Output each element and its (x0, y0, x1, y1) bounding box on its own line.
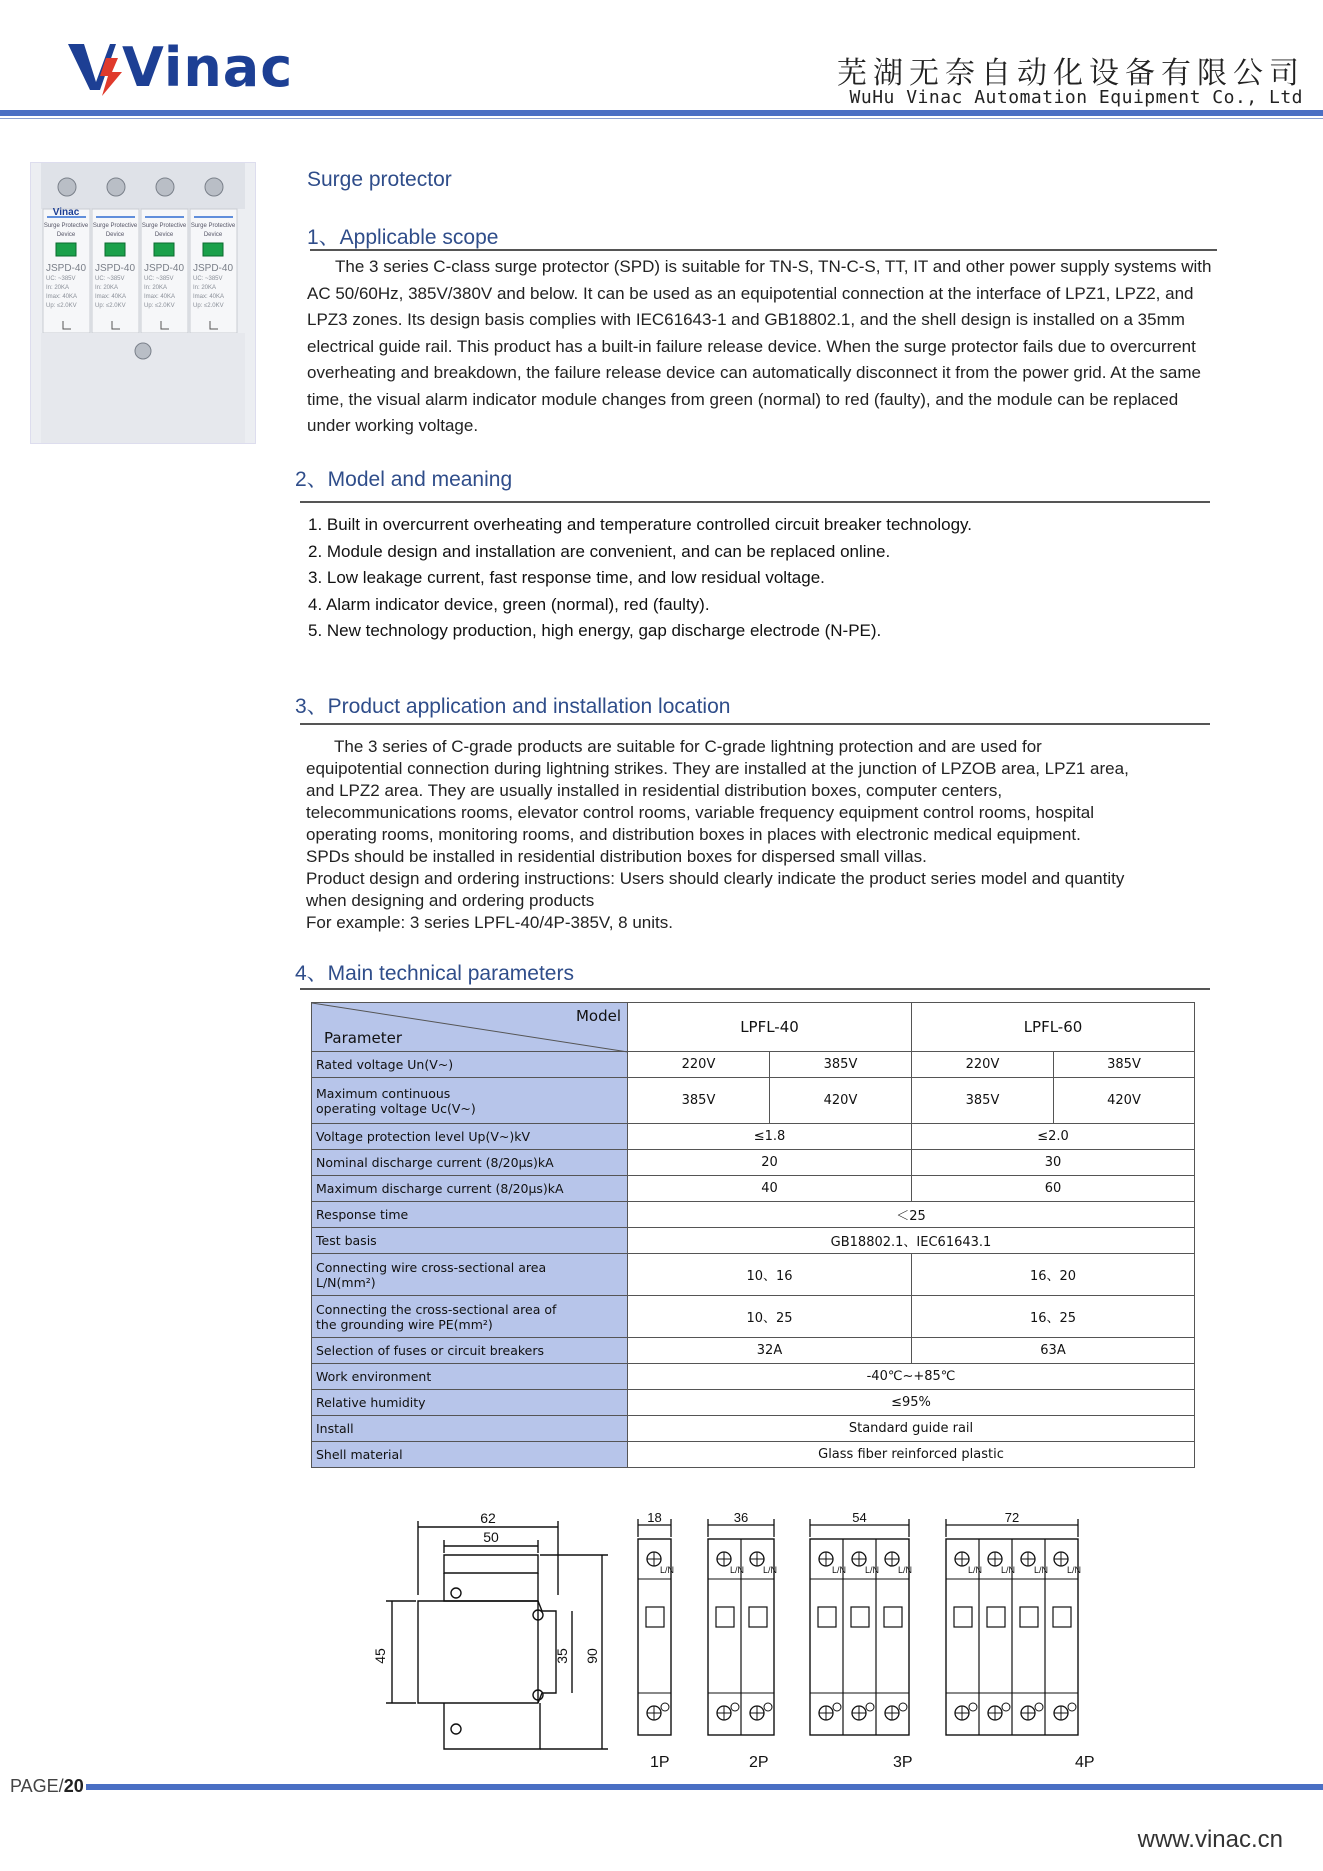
table-row (312, 1364, 1195, 1390)
body-line: SPDs should be installed in residential distribution boxes for dispersed small villas. (306, 847, 927, 866)
indicator-window (884, 1607, 902, 1627)
param-label: Rated voltage Un(V~) (312, 1052, 628, 1078)
body-line: overheating and breakdown, the failure release device can automatically disconnect it from the power grid. At the same (307, 363, 1201, 382)
page-prefix: PAGE/ (10, 1776, 64, 1796)
param-label: Voltage protection level Up(V~)kV (312, 1124, 628, 1150)
module-spec-text: Up: ≤2.0KV (193, 303, 224, 309)
module-spec-text: Imax: 40KA (144, 294, 176, 300)
header-divider (0, 118, 1323, 119)
module-label-text: Surge Protective (190, 223, 236, 229)
table-cell: ≤1.8 (628, 1124, 912, 1150)
terminal-label: L/N (865, 1565, 880, 1575)
table-cell: Glass fiber reinforced plastic (628, 1442, 1195, 1468)
table-row (312, 1052, 1195, 1078)
module-label-text: Device (154, 232, 174, 238)
body-line: For example: 3 series LPFL-40/4P-385V, 8 units. (306, 913, 673, 932)
param-label-line: the grounding wire PE(mm²) (316, 1316, 493, 1332)
list-item: 2. Module design and installation are convenient, and can be replaced online. (308, 541, 891, 561)
table-cell: GB18802.1、IEC61643.1 (628, 1228, 1195, 1254)
table-row (312, 1124, 1195, 1150)
table-cell: 16、25 (912, 1296, 1195, 1338)
ground-symbol-icon (866, 1703, 874, 1711)
table-row (312, 1254, 1195, 1296)
table-cell: 420V (1054, 1078, 1195, 1124)
pole-label-2p: 2P (749, 1754, 769, 1771)
spd-module-illustration (31, 163, 255, 443)
param-label: Shell material (312, 1442, 628, 1468)
module-spec-text: UC: ~385V (193, 276, 223, 282)
table-cell: 20 (628, 1150, 912, 1176)
section-2-title: 2、Model and meaning (295, 468, 513, 491)
company-name-en: WuHu Vinac Automation Equipment Co., Ltd (849, 87, 1303, 108)
section-1-rule (310, 249, 1217, 251)
section-4-rule (300, 988, 1210, 990)
module-model-text: JSPD-40 (143, 263, 185, 274)
ground-symbol-icon (661, 1703, 669, 1711)
table-cell: -40℃~+85℃ (628, 1364, 1195, 1390)
module-brand-text: Vinac (52, 207, 80, 218)
table-cell: 385V (628, 1078, 770, 1124)
module-spec-text: Imax: 40KA (193, 294, 225, 300)
list-item: 3. Low leakage current, fast response time, and low residual voltage. (308, 568, 825, 587)
body-line: The 3 series of C-grade products are suitable for C-grade lightning protection and are used for (306, 737, 1042, 756)
screw-terminal-icon (107, 178, 125, 196)
terminal-label: L/N (968, 1565, 983, 1575)
pole-width-label: 72 (1004, 1510, 1020, 1525)
dim-45-label: 45 (372, 1648, 388, 1664)
terminal-label: L/N (1034, 1565, 1049, 1575)
ground-symbol-icon (1068, 1703, 1076, 1711)
side-view-dimension-drawing (372, 1510, 620, 1755)
website-url: www.vinac.cn (1137, 1826, 1283, 1853)
table-cell: ＜25 (628, 1202, 1195, 1228)
table-cell: 385V (912, 1078, 1054, 1124)
module-spec-text: Imax: 40KA (46, 294, 78, 300)
param-label: Response time (312, 1202, 628, 1228)
table-row (312, 1176, 1195, 1202)
model-header-lpfl-60: LPFL-60 (912, 1003, 1195, 1052)
module-label-text: Device (203, 232, 223, 238)
table-row (312, 1416, 1195, 1442)
terminal-label: L/N (660, 1565, 675, 1575)
screw-terminal-icon (156, 178, 174, 196)
terminal-label: L/N (1067, 1565, 1082, 1575)
table-cell: 385V (770, 1052, 912, 1078)
section-4-title: 4、Main technical parameters (295, 962, 574, 985)
table-row (312, 1202, 1195, 1228)
product-photo (30, 162, 256, 444)
table-cell: 220V (912, 1052, 1054, 1078)
section-1-body (307, 254, 1267, 440)
body-line: LPZ3 zones. Its design basis complies with IEC61643-1 and GB18802.1, and the shell design is installed on a 35mm (307, 310, 1185, 329)
module-label-text: Surge Protective (43, 223, 89, 229)
param-label (312, 1078, 628, 1124)
ground-symbol-icon (731, 1703, 739, 1711)
param-label: Nominal discharge current (8/20μs)kA (312, 1150, 628, 1176)
table-cell: ≤95% (628, 1390, 1195, 1416)
section-2-rule (300, 501, 1210, 503)
dim-90-label: 90 (584, 1648, 600, 1664)
table-row (312, 1078, 1195, 1124)
body-line: when designing and ordering products (306, 891, 595, 910)
table-cell: 16、20 (912, 1254, 1195, 1296)
technical-parameters-table (311, 1002, 1195, 1468)
ground-symbol-icon (1035, 1703, 1043, 1711)
body-line: Product design and ordering instructions: Users should clearly indicate the product series model and quantity (306, 869, 1125, 888)
document-title: Surge protector (307, 168, 452, 191)
module-spec-text: Up: ≤2.0KV (95, 303, 126, 309)
terminal-label: L/N (1001, 1565, 1016, 1575)
body-line: AC 50/60Hz, 385V/380V and below. It can be used as an equipotential connection at the interface of LPZ1, LPZ2, and (307, 283, 1194, 303)
param-label (312, 1254, 628, 1296)
param-label-line: operating voltage Uc(V~) (316, 1100, 476, 1116)
ground-symbol-icon (833, 1703, 841, 1711)
pole-width-label: 18 (647, 1510, 662, 1525)
status-indicator-green (56, 243, 76, 256)
module-model-text: JSPD-40 (192, 263, 234, 274)
ground-symbol-icon (764, 1703, 772, 1711)
terminal-label: L/N (730, 1565, 745, 1575)
features-list (308, 512, 1208, 645)
terminal-label: L/N (832, 1565, 847, 1575)
module-spec-text: UC: ~385V (144, 276, 174, 282)
front-view-pole-drawings (630, 1510, 1190, 1745)
param-label: Work environment (312, 1364, 628, 1390)
table-header-row (312, 1003, 1195, 1052)
module-spec-text: UC: ~385V (95, 276, 125, 282)
param-label: Selection of fuses or circuit breakers (312, 1338, 628, 1364)
table-cell: 30 (912, 1150, 1195, 1176)
table-row (312, 1228, 1195, 1254)
indicator-window (987, 1607, 1005, 1627)
param-label-line: L/N(mm²) (316, 1274, 376, 1290)
table-cell: 32A (628, 1338, 912, 1364)
module-label-text: Surge Protective (92, 223, 138, 229)
body-line: equipotential connection during lightning strikes. They are installed at the junction of LPZOB area, LPZ1 area, (306, 759, 1129, 778)
module-spec-text: In: 20KA (95, 285, 119, 291)
body-line: operating rooms, monitoring rooms, and distribution boxes in places with electronic medical equipment. (306, 825, 1081, 844)
param-label-line: Connecting wire cross-sectional area (316, 1259, 547, 1275)
section-3-rule (300, 723, 1210, 725)
corner-parameter-label: Parameter (324, 1029, 403, 1047)
page-number (10, 1776, 84, 1797)
param-label: Install (312, 1416, 628, 1442)
ground-symbol-icon (969, 1703, 977, 1711)
table-cell: 385V (1054, 1052, 1195, 1078)
page-number-value: 20 (63, 1776, 84, 1796)
table-row (312, 1390, 1195, 1416)
ground-screw-icon (135, 343, 151, 359)
screw-terminal-icon (58, 178, 76, 196)
module-spec-text: Up: ≤2.0KV (144, 303, 175, 309)
table-row (312, 1150, 1195, 1176)
param-label-line: Connecting the cross-sectional area of (316, 1301, 557, 1317)
body-line: electrical guide rail. This product has a built-in failure release device. When the surge protector fails due to overcurrent (307, 336, 1196, 356)
model-header-lpfl-40: LPFL-40 (628, 1003, 912, 1052)
table-cell: 10、25 (628, 1296, 912, 1338)
ground-symbol-icon (1002, 1703, 1010, 1711)
table-row (312, 1296, 1195, 1338)
dim-35-label: 35 (554, 1648, 570, 1664)
section-3-body (306, 736, 1246, 934)
indicator-window (818, 1607, 836, 1627)
module-model-text: JSPD-40 (94, 263, 136, 274)
table-cell: 60 (912, 1176, 1195, 1202)
param-label: Relative humidity (312, 1390, 628, 1416)
pole-width-label: 54 (852, 1510, 867, 1525)
footer-bar (86, 1784, 1323, 1790)
table-cell: 420V (770, 1078, 912, 1124)
param-label-line: Maximum continuous (316, 1085, 451, 1101)
body-line: telecommunications rooms, elevator control rooms, variable frequency equipment control rooms, hospital (306, 803, 1095, 822)
body-line: time, the visual alarm indicator module changes from green (normal) to red (faulty), and the module can be replaced (307, 389, 1179, 409)
screw-terminal-icon (205, 178, 223, 196)
param-label: Maximum discharge current (8/20μs)kA (312, 1176, 628, 1202)
module-spec-text: In: 20KA (46, 285, 70, 291)
status-indicator-green (154, 243, 174, 256)
body-line: under working voltage. (307, 416, 479, 435)
table-cell: 10、16 (628, 1254, 912, 1296)
table-row (312, 1442, 1195, 1468)
corner-model-label: Model (575, 1007, 621, 1025)
indicator-window (646, 1607, 664, 1627)
table-cell: Standard guide rail (628, 1416, 1195, 1442)
pole-label-1p: 1P (650, 1754, 670, 1771)
company-name-cn: 芜湖无奈自动化设备有限公司 (837, 56, 1305, 91)
module-spec-text: In: 20KA (193, 285, 217, 291)
module-spec-text: Up: ≤2.0KV (46, 303, 77, 309)
header-bar (0, 110, 1323, 116)
indicator-window (1020, 1607, 1038, 1627)
status-indicator-green (203, 243, 223, 256)
indicator-window (851, 1607, 869, 1627)
module-label-text: Device (56, 232, 76, 238)
pole-label-4p: 4P (1075, 1754, 1095, 1771)
table-cell: 40 (628, 1176, 912, 1202)
indicator-window (749, 1607, 767, 1627)
list-item: 5. New technology production, high energy, gap discharge electrode (N-PE). (308, 621, 882, 640)
section-3-title: 3、Product application and installation location (295, 695, 731, 718)
module-spec-text: Imax: 40KA (95, 294, 127, 300)
indicator-window (954, 1607, 972, 1627)
body-line: and LPZ2 area. They are usually installed in residential distribution boxes, computer centers, (306, 781, 1003, 800)
logo-wordmark: Vinac (122, 36, 294, 99)
module-label-text: Device (105, 232, 125, 238)
section-1-title: 1、Applicable scope (307, 226, 499, 249)
pole-label-3p: 3P (893, 1754, 913, 1771)
table-row (312, 1338, 1195, 1364)
terminal-label: L/N (763, 1565, 778, 1575)
indicator-window (1053, 1607, 1071, 1627)
table-cell: ≤2.0 (912, 1124, 1195, 1150)
table-cell: 220V (628, 1052, 770, 1078)
ground-symbol-icon (899, 1703, 907, 1711)
body-line: The 3 series C-class surge protector (SPD) is suitable for TN-S, TN-C-S, TT, IT and other power supply systems with (307, 257, 1212, 276)
param-label (312, 1296, 628, 1338)
module-label-text: Surge Protective (141, 223, 187, 229)
module-model-text: JSPD-40 (45, 263, 87, 274)
dim-50-label: 50 (483, 1529, 499, 1545)
terminal-label: L/N (898, 1565, 913, 1575)
param-label: Test basis (312, 1228, 628, 1254)
module-spec-text: In: 20KA (144, 285, 168, 291)
list-item: 1. Built in overcurrent overheating and temperature controlled circuit breaker technology. (308, 515, 972, 534)
indicator-window (716, 1607, 734, 1627)
dim-62-label: 62 (480, 1510, 496, 1526)
table-cell: 63A (912, 1338, 1195, 1364)
company-logo (66, 36, 294, 99)
list-item: 4. Alarm indicator device, green (normal), red (faulty). (308, 594, 710, 614)
table-corner-cell (312, 1003, 628, 1052)
module-spec-text: UC: ~385V (46, 276, 76, 282)
pole-width-label: 36 (733, 1510, 749, 1525)
status-indicator-green (105, 243, 125, 256)
